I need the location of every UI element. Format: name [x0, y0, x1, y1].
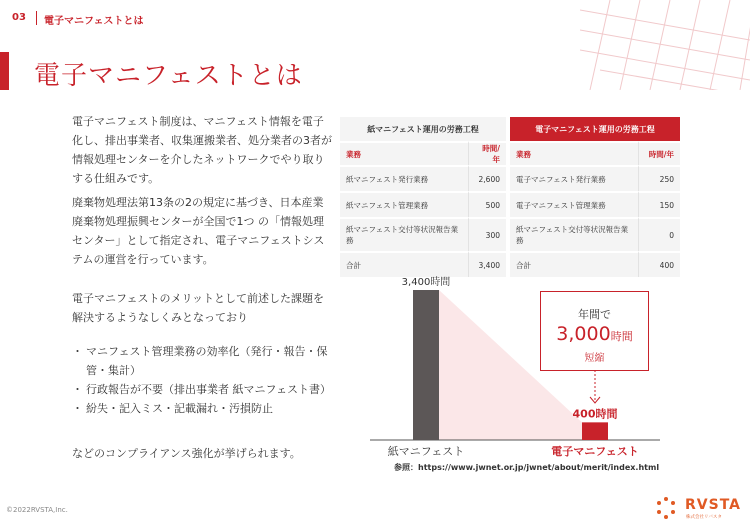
list-item: ・ マニフェスト管理業務の効率化（発行・報告・保管・集計）	[72, 345, 328, 377]
column-header-hours: 時間/年	[468, 141, 506, 165]
logo-wordmark: RVSTA	[685, 497, 741, 513]
merit-list	[72, 342, 334, 418]
intro-paragraph: 電子マニフェスト制度は、マニフェスト情報を電子化し、排出事業者、収集運搬業者、処分業者の3者が情報処理センターを介したネットワークでやり取りする仕組みです。	[72, 115, 332, 185]
table-row: 合計 3,400 合計 400	[340, 251, 680, 277]
copyright: ©2022RVSTA,Inc.	[6, 506, 68, 514]
bar-1	[582, 422, 608, 440]
category-label-0: 紙マニフェスト	[387, 445, 465, 458]
list-item: ・ 紛失・記入ミス・記載漏れ・汚損防止	[72, 402, 273, 415]
reference-note: 参照：https://www.jwnet.or.jp/jwnet/about/merit/index.html	[394, 463, 660, 472]
labor-comparison-table	[340, 117, 680, 277]
reduction-callout	[540, 291, 649, 371]
title-accent-bar	[0, 52, 9, 90]
section-title: 電子マニフェストとは	[44, 16, 144, 27]
callout-amount: 3,000	[556, 323, 611, 345]
law-paragraph: 廃棄物処理法第13条の2の規定に基づき、日本産業廃棄物処理振興センターが全国で1つ の「情報処理センター」として指定され、電子マニフェストシステムの運営を行っています。	[72, 196, 325, 266]
logo-subtitle: 株式会社リバスタ	[686, 515, 722, 520]
bar-0	[413, 290, 439, 440]
bar-value-label-1: 400時間	[572, 407, 618, 421]
callout-unit: 時間	[610, 330, 633, 343]
header-divider	[36, 11, 37, 25]
closing-paragraph: などのコンプライアンス強化が挙げられます。	[72, 447, 301, 460]
paper-table-header: 紙マニフェスト運用の労務工程	[340, 117, 506, 141]
column-header-task: 業務	[340, 141, 468, 165]
list-item: ・ 行政報告が不要（排出事業者 紙マニフェスト書）	[72, 383, 331, 396]
column-header-task: 業務	[510, 141, 638, 165]
table-row: 紙マニフェスト交付等状況報告業務 300 紙マニフェスト交付等状況報告業務 0	[340, 217, 680, 251]
electronic-table-header: 電子マニフェスト運用の労務工程	[510, 117, 680, 141]
table-row: 紙マニフェスト発行業務 2,600 電子マニフェスト発行業務 250	[340, 165, 680, 191]
merit-paragraph: 電子マニフェストのメリットとして前述した課題を解決するようなしくみとなっており	[72, 292, 325, 324]
bar-value-label-0: 3,400時間	[401, 277, 451, 288]
column-header-hours: 時間/年	[638, 141, 680, 165]
decorative-grid	[580, 0, 750, 90]
category-label-1: 電子マニフェスト	[551, 445, 639, 458]
callout-prefix: 年間で	[578, 308, 611, 321]
callout-suffix: 短縮	[584, 353, 605, 364]
page-number: 03	[12, 12, 26, 23]
table-row: 紙マニフェスト管理業務 500 電子マニフェスト管理業務 150	[340, 191, 680, 217]
page-title: 電子マニフェストとは	[34, 61, 303, 91]
